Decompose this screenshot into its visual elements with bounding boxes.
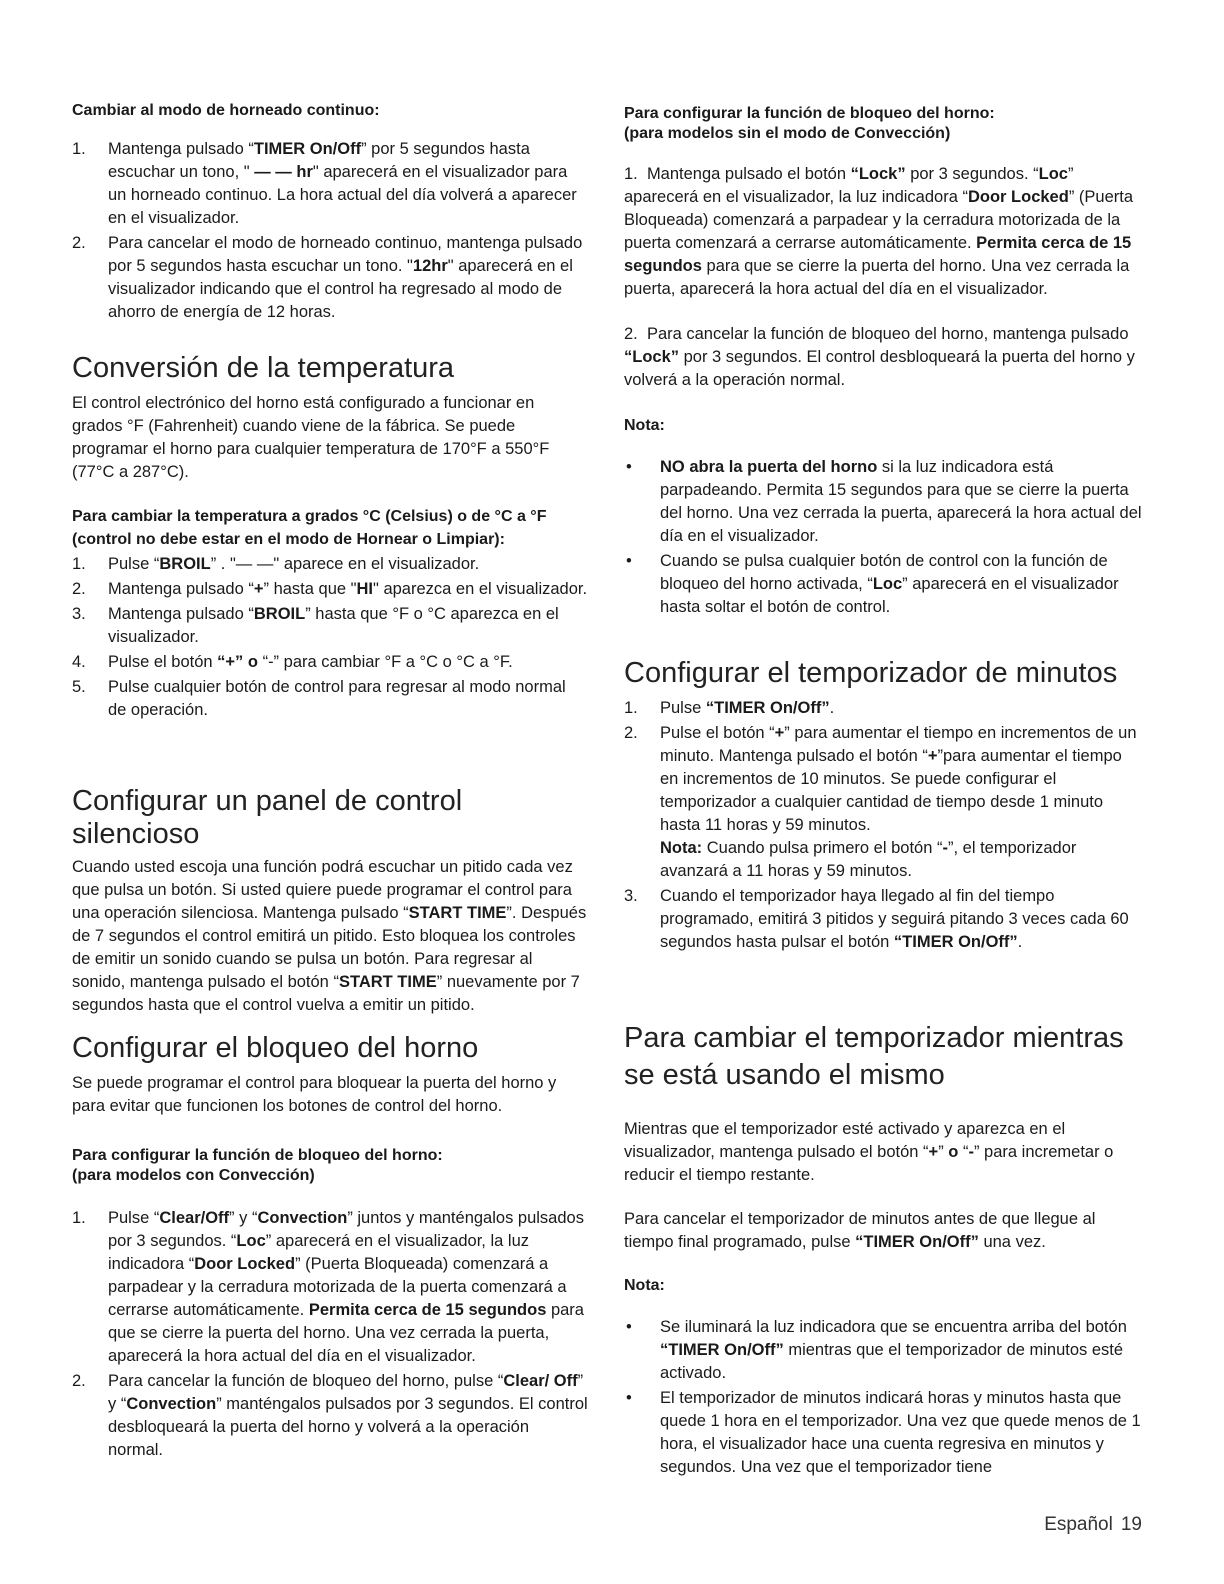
lock-no-convection-heading: Para configurar la función de bloqueo del horno: (para modelos sin el modo de Convección) — [624, 105, 995, 142]
list-item: • Cuando se pulsa cualquier botón de control con la función de bloqueo del horno activada, “Loc” aparecerá en el visualizador hasta soltar el botón de control. — [626, 552, 1119, 616]
change-timer-p1: Mientras que el temporizador esté activado y aparezca en el visualizador, mantenga pulsado el botón “+” o “-” para incremetar o reducir el tiempo restante. — [624, 1120, 1114, 1184]
list-item: • Se iluminará la luz indicadora que se encuentra arriba del botón “TIMER On/Off” mientras que el temporizador de minutos esté activado. — [626, 1318, 1127, 1382]
change-timer-title: Para cambiar el temporizador mientras se está usando el mismo — [624, 1022, 1124, 1091]
temp-conversion-body: El control electrónico del horno está configurado a funcionar en grados °F (Fahrenheit) cuando viene de la fábrica. Se puede programar el horno para cualquier temperatura de 170°F a 550°F (77°C a 287°C). — [72, 394, 550, 481]
page-footer — [1036, 1514, 1142, 1536]
list-item: 2. Para cancelar el modo de horneado continuo, mantenga pulsado por 5 segundos hasta escuchar un tono. "12hr" aparecerá en el visualizador indicando que el control ha regresado al modo de ahorro de energía de 12 horas. — [72, 234, 583, 321]
oven-lock-subheading: Para configurar la función de bloqueo del horno: (para modelos con Convección) — [72, 1147, 443, 1184]
list-item: 1. Pulse “Clear/Off” y “Convection” juntos y manténgalos pulsados por 3 segundos. “Loc” aparecerá en el visualizador, la luz indicadora “Door Locked” (Puerta Bloqueada) comenzará a parpadear y la cerradura motorizada de la puerta comenzará a cerrarse automáticamente. Permita cerca de 15 segundos para que se cierre la puerta del horno. Una vez cerrada la puerta, aparecerá la hora actual del día en el visualizador. — [72, 1209, 584, 1365]
change-timer-note-label: Nota: — [624, 1277, 665, 1294]
minute-timer-section — [624, 657, 1144, 956]
lock-note-label: Nota: — [624, 417, 665, 434]
temp-conversion-title: Conversión de la temperatura — [72, 352, 455, 384]
footer-language: Español — [1044, 1514, 1113, 1535]
oven-lock-body: Se puede programar el control para bloquear la puerta del horno y para evitar que funcionen los botones de control del horno. — [72, 1074, 557, 1115]
silent-panel-body: Cuando usted escoja una función podrá escuchar un pitido cada vez que pulsa un botón. Si usted quiere puede programar el control para una operación silenciosa. Mantenga pulsado “START TIME”. Después de 7 segundos el control emitirá un pitido. Esto bloquea los controles de emitir un sonido cuando se pulsa un botón. Para regresar al sonido, mantenga pulsado el botón “START TIME” nuevamente por 7 segundos hasta que el control vuelva a emitir un pitido. — [72, 858, 587, 1014]
oven-lock-title: Configurar el bloqueo del horno — [72, 1032, 479, 1064]
change-timer-section — [624, 1020, 1144, 1481]
minute-timer-title: Configurar el temporizador de minutos — [624, 657, 1118, 689]
list-item: 1. Pulse “BROIL” . "— —" aparece en el visualizador. — [72, 555, 480, 573]
list-item: 3. Mantenga pulsado “BROIL” hasta que °F o °C aparezca en el visualizador. — [72, 605, 559, 646]
minute-timer-steps — [624, 697, 1144, 954]
silent-panel-title: Configurar un panel de control silencioso — [72, 785, 463, 850]
oven-lock-section — [72, 1032, 588, 1464]
list-item: 2. Para cancelar la función de bloqueo del horno, pulse “Clear/ Off” y “Convection” manténgalos pulsados por 3 segundos. El control desbloqueará la puerta del horno y volverá a la operación normal. — [72, 1372, 588, 1459]
list-item: 4. Pulse el botón “+” o “-” para cambiar °F a °C o °C a °F. — [72, 653, 513, 671]
continuous-bake-section — [72, 101, 588, 326]
temp-conversion-section — [72, 352, 588, 724]
lock-no-convection-section — [624, 104, 1144, 621]
list-item: 5. Pulse cualquier botón de control para regresar al modo normal de operación. — [72, 678, 566, 719]
list-item: • NO abra la puerta del horno si la luz indicadora está parpadeando. Permita 15 segundos para que se cierre la puerta del horno. Una vez cerrada la puerta, aparecerá la hora actual del día en el visualizador. — [626, 458, 1142, 545]
oven-lock-steps — [72, 1207, 588, 1462]
silent-panel-section — [72, 785, 588, 1017]
lock-note-list — [624, 456, 1144, 619]
temp-conversion-subheading: Para cambiar la temperatura a grados °C (Celsius) o de °C a °F (control no debe estar en el modo de Hornear o Limpiar): — [72, 508, 547, 548]
temp-conversion-steps — [72, 553, 588, 722]
list-item: • El temporizador de minutos indicará horas y minutos hasta que quede 1 hora en el temporizador. Una vez que quede menos de 1 hora, el visualizador hace una cuenta regresiva en minutos y segundos. Una vez que el temporizador tiene — [626, 1389, 1141, 1476]
continuous-bake-heading: Cambiar al modo de horneado continuo: — [72, 102, 380, 119]
list-item: 1. Pulse “TIMER On/Off”. — [624, 699, 835, 717]
change-timer-note-list — [624, 1316, 1144, 1479]
list-item: 1. Mantenga pulsado “TIMER On/Off” por 5 segundos hasta escuchar un tono, " — — hr" aparecerá en el visualizador para un horneado continuo. La hora actual del día volverá a aparecer en el visualizador. — [72, 140, 577, 227]
change-timer-p2: Para cancelar el temporizador de minutos antes de que llegue al tiempo final programado, pulse “TIMER On/Off” una vez. — [624, 1210, 1096, 1251]
list-item: 2. Mantenga pulsado “+” hasta que "HI" aparezca en el visualizador. — [72, 580, 588, 598]
list-item: 3. Cuando el temporizador haya llegado al fin del tiempo programado, emitirá 3 pitidos y seguirá pitando 3 veces cada 60 segundos hasta pulsar el botón “TIMER On/Off”. — [624, 887, 1129, 951]
list-item: 2. Pulse el botón “+” para aumentar el tiempo en incrementos de un minuto. Mantenga pulsado el botón “+”para aumentar el tiempo en incrementos de 10 minutos. Se puede configurar el temporizador a cualquier cantidad de tiempo desde 1 minuto hasta 11 horas y 59 minutos. Nota: Cuando pulsa primero el botón “-”, el temporizador avanzará a 11 horas y 59 minutos. — [624, 724, 1137, 880]
lock-step-1: 1. Mantenga pulsado el botón “Lock” por 3 segundos. “Loc” aparecerá en el visualizador, la luz indicadora “Door Locked” (Puerta Bloqueada) comenzará a parpadear y la cerradura motorizada de la puerta comenzará a cerrarse automáticamente. Permita cerca de 15 segundos para que se cierre la puerta del horno. Una vez cerrada la puerta, aparecerá la hora actual del día en el visualizador. — [624, 165, 1133, 298]
continuous-bake-steps — [72, 138, 588, 324]
page-number: 19 — [1120, 1514, 1142, 1535]
lock-step-2: 2. Para cancelar la función de bloqueo del horno, mantenga pulsado “Lock” por 3 segundos. El control desbloqueará la puerta del horno y volverá a la operación normal. — [624, 325, 1135, 389]
